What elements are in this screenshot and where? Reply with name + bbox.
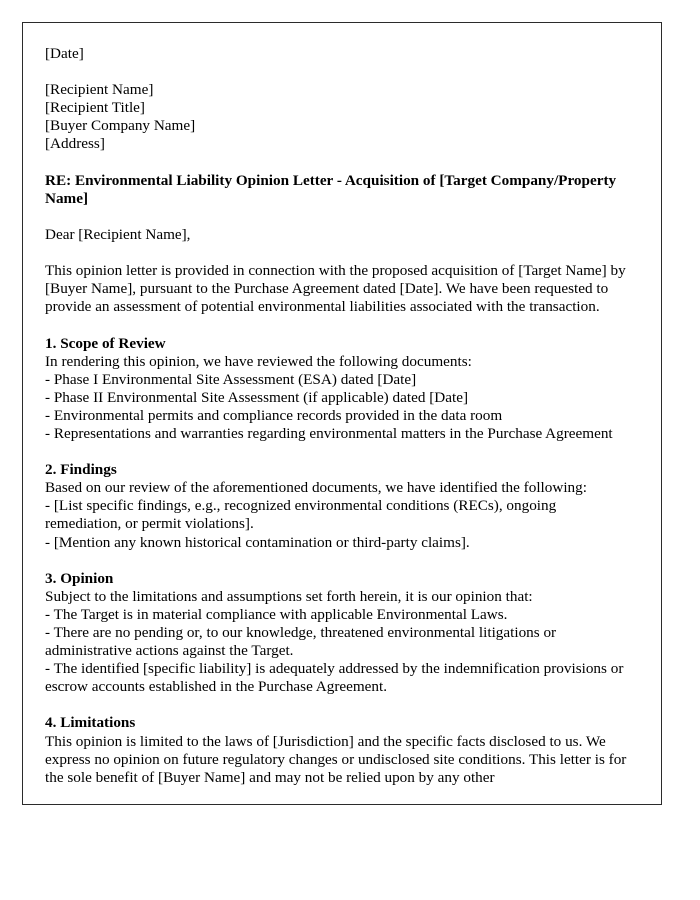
subject-line: RE: Environmental Liability Opinion Letter - Acquisition of [Target Company/Property Name] [45, 171, 617, 207]
section-lead: Based on our review of the aforementioned documents, we have identified the following: [45, 479, 587, 497]
section-limitations [45, 714, 631, 786]
buyer-company-name: [Buyer Company Name] [45, 117, 196, 135]
spacer [45, 244, 631, 262]
section-lead: This opinion is limited to the laws of [Jurisdiction] and the specific facts disclosed to us. We express no opinion on future regulatory changes or undisclosed site conditions. This letter is for the sole benefit of [Buyer Name] and may not be relied upon by any other [45, 732, 631, 786]
spacer [45, 696, 631, 714]
section-findings [45, 461, 631, 551]
spacer [45, 154, 631, 172]
spacer [45, 443, 631, 461]
spacer [45, 63, 631, 81]
document-page [22, 22, 662, 805]
list-item: - The Target is in material compliance with applicable Environmental Laws. [45, 605, 508, 623]
list-item: - [List specific findings, e.g., recognized environmental conditions (RECs), ongoing remediation, or permit violations]. [45, 497, 560, 533]
list-item: - There are no pending or, to our knowledge, threatened environmental litigations or administrative actions against the Target. [45, 624, 560, 660]
list-item: - Representations and warranties regarding environmental matters in the Purchase Agreement [45, 424, 613, 442]
section-heading: 3. Opinion [45, 569, 114, 587]
list-item: - Phase I Environmental Site Assessment (ESA) dated [Date] [45, 370, 417, 388]
section-opinion [45, 570, 631, 697]
section-heading: 2. Findings [45, 461, 117, 479]
recipient-address: [Address] [45, 135, 105, 153]
list-item: - [Mention any known historical contamination or third-party claims]. [45, 533, 470, 551]
section-heading: 4. Limitations [45, 714, 136, 732]
recipient-name: [Recipient Name] [45, 81, 154, 99]
spacer [45, 208, 631, 226]
document-body [23, 23, 661, 787]
list-item: - The identified [specific liability] is adequately addressed by the indemnification provisions or escrow accounts established in the Purchase Agreement. [45, 660, 628, 696]
recipient-title: [Recipient Title] [45, 99, 145, 117]
intro-paragraph: This opinion letter is provided in connection with the proposed acquisition of [Target Name] by [Buyer Name], pursuant to the Purchase Agreement dated [Date]. We have been requested to provide an assessment of potential environmental liabilities associated with the transaction. [45, 262, 630, 316]
salutation: Dear [Recipient Name], [45, 225, 191, 243]
spacer [45, 316, 631, 334]
section-heading: 1. Scope of Review [45, 334, 166, 352]
letter-date: [Date] [45, 45, 84, 62]
section-scope-of-review [45, 335, 631, 444]
spacer [45, 552, 631, 570]
list-item: - Phase II Environmental Site Assessment (if applicable) dated [Date] [45, 388, 469, 406]
section-lead: Subject to the limitations and assumptions set forth herein, it is our opinion that: [45, 587, 533, 605]
section-lead: In rendering this opinion, we have reviewed the following documents: [45, 352, 472, 370]
list-item: - Environmental permits and compliance records provided in the data room [45, 406, 503, 424]
